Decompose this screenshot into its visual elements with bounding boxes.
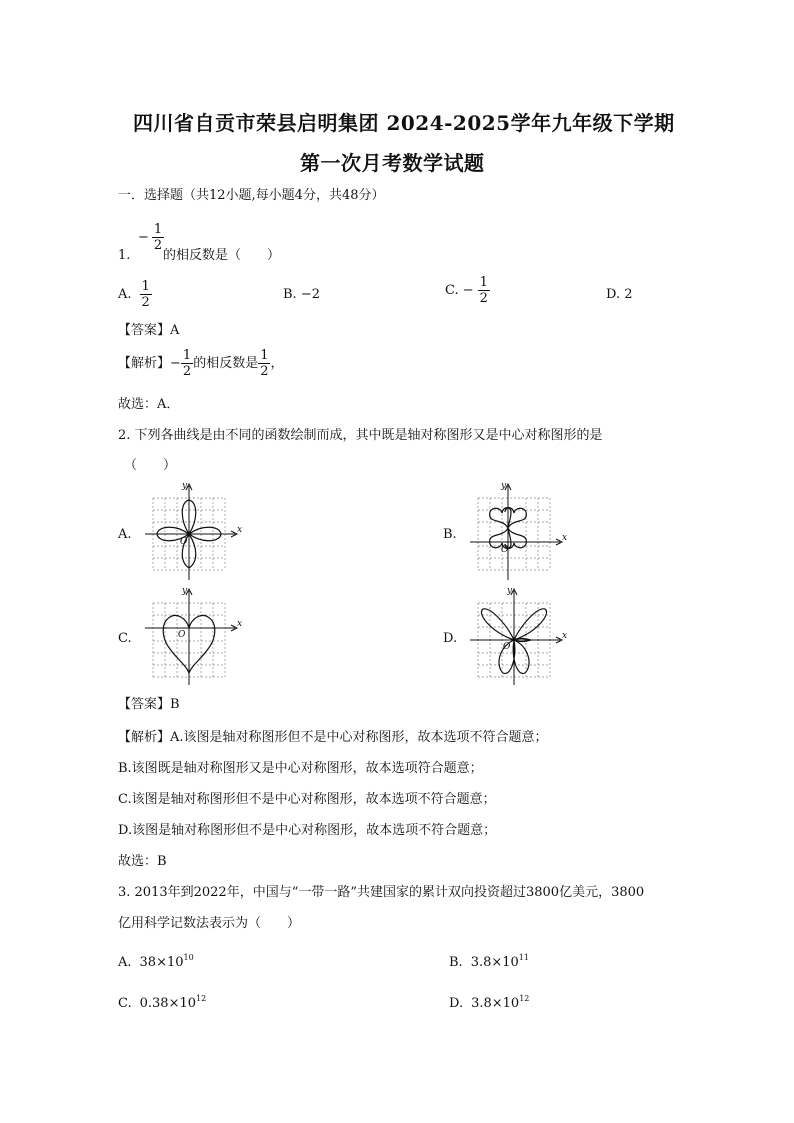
q1-option-a-label: A. bbox=[118, 286, 132, 302]
q3-option-c-label: C. bbox=[118, 996, 132, 1011]
q2-b-origin: O bbox=[501, 545, 509, 555]
q2-c-origin: O bbox=[178, 630, 186, 640]
section-heading: 一．选择题（共12小题,每小题4分，共48分） bbox=[118, 188, 385, 203]
q1-option-a-num: 1 bbox=[141, 279, 150, 294]
q3-option-b bbox=[449, 955, 529, 972]
q2-analysis-d: D.该图是轴对称图形但不是中心对称图形，故本选项不符合题意； bbox=[118, 823, 497, 838]
q1-analysis-mid: 的相反数是 bbox=[193, 355, 259, 371]
q1-option-c-num: 1 bbox=[479, 275, 488, 290]
q1-analysis bbox=[118, 348, 284, 379]
q1-analysis-num-1: 1 bbox=[182, 348, 192, 363]
q3-option-a bbox=[118, 955, 194, 972]
q2-stem: 2. 下列各曲线是由不同的函数绘制而成，其中既是轴对称图形又是中心对称图形的是 bbox=[118, 428, 603, 443]
q1-option-b: B. −2 bbox=[283, 287, 320, 302]
q3-option-c-base: 0.38×10 bbox=[139, 996, 197, 1011]
q3-option-b-base: 3.8×10 bbox=[470, 955, 519, 970]
q2-figure-c bbox=[140, 585, 270, 685]
q2-option-c-label: C. bbox=[118, 631, 132, 646]
q1-analysis-end: ， bbox=[270, 355, 284, 371]
q1-option-a-den: 2 bbox=[141, 295, 150, 310]
q2-figure-d bbox=[465, 585, 595, 685]
q1-frac-sign: − bbox=[138, 229, 149, 245]
q1-choose: 故选：A． bbox=[118, 397, 180, 412]
q2-b-x-label: x bbox=[562, 533, 568, 543]
q2-analysis-c: C.该图是轴对称图形但不是中心对称图形，故本选项不符合题意； bbox=[118, 792, 496, 807]
q3-option-c-exp: 12 bbox=[196, 994, 207, 1003]
q1-option-c-label: C. − bbox=[445, 282, 474, 298]
q2-paren: （ ） bbox=[124, 458, 177, 473]
q2-choose: 故选：B bbox=[118, 854, 167, 869]
q1-analysis-num-2: 1 bbox=[260, 348, 269, 363]
q1-option-a-frac bbox=[140, 279, 152, 310]
q3-option-d-exp: 12 bbox=[519, 994, 530, 1003]
q1-option-c bbox=[445, 275, 490, 306]
q3-option-d-base: 3.8×10 bbox=[471, 996, 520, 1011]
q1-analysis-prefix: 【解析】− bbox=[118, 355, 181, 371]
q2-a-origin: O bbox=[180, 537, 188, 547]
q2-analysis-a: 【解析】A.该图是轴对称图形但不是中心对称图形，故本选项不符合题意； bbox=[118, 730, 548, 745]
q3-option-d bbox=[449, 996, 529, 1013]
q1-analysis-den-1: 2 bbox=[182, 364, 192, 379]
q2-analysis-b: B.该图既是轴对称图形又是中心对称图形，故本选项符合题意； bbox=[118, 761, 483, 776]
q1-number: 1. bbox=[118, 248, 131, 263]
q2-figure-b bbox=[465, 480, 595, 580]
q2-d-x-label: x bbox=[562, 631, 568, 641]
q2-option-d-label: D. bbox=[443, 631, 458, 646]
q1-option-a bbox=[118, 279, 152, 310]
q1-analysis-frac-1 bbox=[181, 348, 193, 379]
q2-c-y-label: y bbox=[182, 586, 188, 596]
q2-option-b-label: B. bbox=[443, 527, 457, 542]
q1-analysis-den-2: 2 bbox=[260, 364, 269, 379]
title-line-1: 四川省自贡市荣县启明集团 2024-2025学年九年级下学期 bbox=[133, 111, 675, 135]
q1-analysis-frac-2 bbox=[258, 348, 270, 379]
q3-option-a-label: A. bbox=[118, 955, 132, 970]
q2-d-origin: O bbox=[503, 642, 511, 652]
q3-option-d-label: D. bbox=[449, 996, 464, 1011]
q1-stem-text: 的相反数是（ ） bbox=[163, 248, 281, 263]
q1-answer: 【答案】A bbox=[118, 323, 180, 338]
q3-option-b-exp: 11 bbox=[518, 953, 529, 962]
q1-frac-den: 2 bbox=[153, 238, 163, 253]
q3-option-b-label: B. bbox=[449, 955, 463, 970]
q3-option-c bbox=[118, 996, 206, 1013]
q1-option-c-frac bbox=[478, 275, 490, 306]
q2-answer: 【答案】B bbox=[118, 697, 180, 712]
q3-stem-line-2: 亿用科学记数法表示为（ ） bbox=[118, 916, 301, 931]
q1-stem bbox=[138, 222, 164, 253]
q1-frac-num: 1 bbox=[153, 222, 163, 237]
q3-stem-line-1: 3. 2013年到2022年，中国与“一带一路”共建国家的累计双向投资超过3800亿美元，3800 bbox=[118, 885, 645, 900]
q2-b-y-label: y bbox=[501, 481, 507, 491]
q2-option-a-label: A. bbox=[118, 527, 132, 542]
q2-c-x-label: x bbox=[237, 619, 243, 629]
q1-option-c-den: 2 bbox=[479, 291, 488, 306]
q2-d-y-label: y bbox=[507, 586, 513, 596]
title-line-2: 第一次月考数学试题 bbox=[300, 151, 485, 175]
q2-a-y-label: y bbox=[182, 481, 188, 491]
q3-option-a-base: 38×10 bbox=[139, 955, 184, 970]
q1-option-d: D. 2 bbox=[606, 287, 633, 302]
q2-a-x-label: x bbox=[237, 525, 243, 535]
q2-figure-a bbox=[140, 480, 270, 580]
q3-option-a-exp: 10 bbox=[183, 953, 194, 962]
